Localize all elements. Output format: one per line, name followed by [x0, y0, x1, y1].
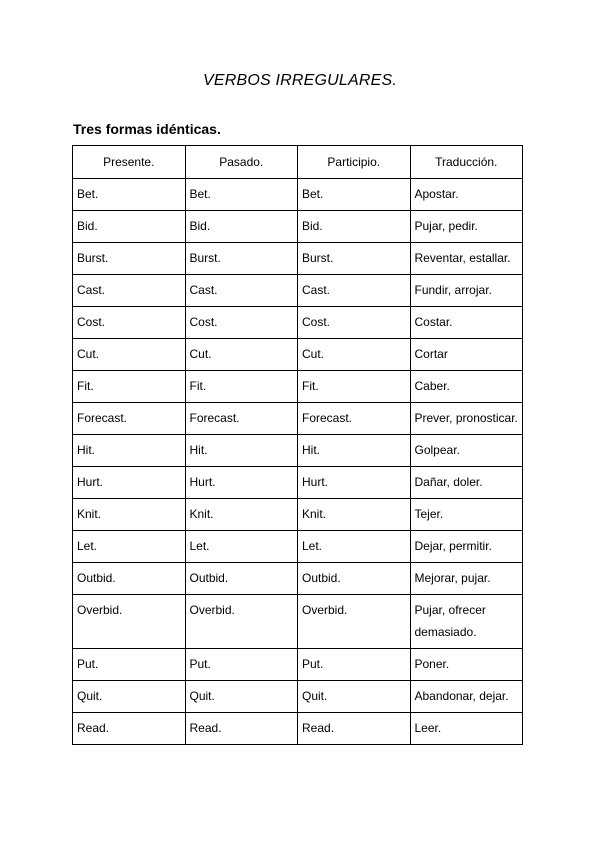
cell-traduccion: Cortar — [410, 339, 523, 371]
cell-participio: Cost. — [298, 307, 411, 339]
cell-traduccion: Mejorar, pujar. — [410, 563, 523, 595]
cell-pasado: Quit. — [185, 681, 298, 713]
table-row — [73, 531, 523, 563]
cell-participio: Outbid. — [298, 563, 411, 595]
cell-participio: Knit. — [298, 499, 411, 531]
table-row — [73, 307, 523, 339]
cell-pasado: Hit. — [185, 435, 298, 467]
table-row — [73, 275, 523, 307]
cell-pasado: Knit. — [185, 499, 298, 531]
cell-participio: Let. — [298, 531, 411, 563]
cell-traduccion: Reventar, estallar. — [410, 243, 523, 275]
cell-presente: Forecast. — [73, 403, 186, 435]
table-row — [73, 467, 523, 499]
cell-traduccion: Dejar, permitir. — [410, 531, 523, 563]
header-traduccion: Traducción. — [410, 146, 523, 179]
cell-pasado: Overbid. — [185, 595, 298, 649]
cell-presente: Cost. — [73, 307, 186, 339]
cell-participio: Fit. — [298, 371, 411, 403]
table-row — [73, 243, 523, 275]
cell-presente: Cast. — [73, 275, 186, 307]
cell-participio: Hit. — [298, 435, 411, 467]
cell-presente: Overbid. — [73, 595, 186, 649]
table-row — [73, 179, 523, 211]
cell-presente: Outbid. — [73, 563, 186, 595]
cell-pasado: Cut. — [185, 339, 298, 371]
header-participio: Participio. — [298, 146, 411, 179]
cell-presente: Bet. — [73, 179, 186, 211]
cell-traduccion: Caber. — [410, 371, 523, 403]
cell-traduccion: Dañar, doler. — [410, 467, 523, 499]
cell-participio: Cut. — [298, 339, 411, 371]
table-row — [73, 595, 523, 649]
table-row — [73, 499, 523, 531]
cell-pasado: Hurt. — [185, 467, 298, 499]
cell-presente: Put. — [73, 649, 186, 681]
table-row — [73, 211, 523, 243]
cell-presente: Knit. — [73, 499, 186, 531]
cell-participio: Bid. — [298, 211, 411, 243]
cell-participio: Put. — [298, 649, 411, 681]
cell-pasado: Read. — [185, 713, 298, 745]
cell-presente: Cut. — [73, 339, 186, 371]
cell-traduccion: Tejer. — [410, 499, 523, 531]
section-heading: Tres formas idénticas. — [73, 121, 221, 137]
table-row — [73, 713, 523, 745]
table-row — [73, 681, 523, 713]
cell-pasado: Outbid. — [185, 563, 298, 595]
cell-pasado: Let. — [185, 531, 298, 563]
cell-presente: Hurt. — [73, 467, 186, 499]
table-row — [73, 563, 523, 595]
header-presente: Presente. — [73, 146, 186, 179]
cell-presente: Burst. — [73, 243, 186, 275]
cell-pasado: Bet. — [185, 179, 298, 211]
cell-participio: Overbid. — [298, 595, 411, 649]
cell-participio: Hurt. — [298, 467, 411, 499]
cell-traduccion: Leer. — [410, 713, 523, 745]
cell-pasado: Put. — [185, 649, 298, 681]
irregular-verbs-table — [72, 145, 523, 745]
cell-traduccion: Costar. — [410, 307, 523, 339]
cell-presente: Let. — [73, 531, 186, 563]
table-body — [73, 179, 523, 745]
cell-traduccion: Abandonar, dejar. — [410, 681, 523, 713]
cell-traduccion: Apostar. — [410, 179, 523, 211]
table-row — [73, 403, 523, 435]
cell-traduccion: Golpear. — [410, 435, 523, 467]
header-pasado: Pasado. — [185, 146, 298, 179]
table-row — [73, 649, 523, 681]
cell-traduccion: Pujar, pedir. — [410, 211, 523, 243]
table-row — [73, 435, 523, 467]
cell-traduccion: Prever, pronosticar. — [410, 403, 523, 435]
cell-pasado: Forecast. — [185, 403, 298, 435]
header-row — [73, 146, 523, 179]
cell-presente: Read. — [73, 713, 186, 745]
cell-traduccion: Pujar, ofrecer demasiado. — [410, 595, 523, 649]
cell-pasado: Burst. — [185, 243, 298, 275]
cell-participio: Quit. — [298, 681, 411, 713]
cell-pasado: Cost. — [185, 307, 298, 339]
cell-presente: Quit. — [73, 681, 186, 713]
table-row — [73, 339, 523, 371]
cell-presente: Fit. — [73, 371, 186, 403]
cell-participio: Bet. — [298, 179, 411, 211]
document-title: VERBOS IRREGULARES. — [202, 72, 398, 89]
cell-pasado: Cast. — [185, 275, 298, 307]
table-header — [73, 146, 523, 179]
cell-participio: Forecast. — [298, 403, 411, 435]
cell-participio: Burst. — [298, 243, 411, 275]
cell-pasado: Bid. — [185, 211, 298, 243]
cell-traduccion: Fundir, arrojar. — [410, 275, 523, 307]
cell-presente: Hit. — [73, 435, 186, 467]
table-row — [73, 371, 523, 403]
cell-pasado: Fit. — [185, 371, 298, 403]
cell-participio: Read. — [298, 713, 411, 745]
cell-presente: Bid. — [73, 211, 186, 243]
cell-participio: Cast. — [298, 275, 411, 307]
cell-traduccion: Poner. — [410, 649, 523, 681]
